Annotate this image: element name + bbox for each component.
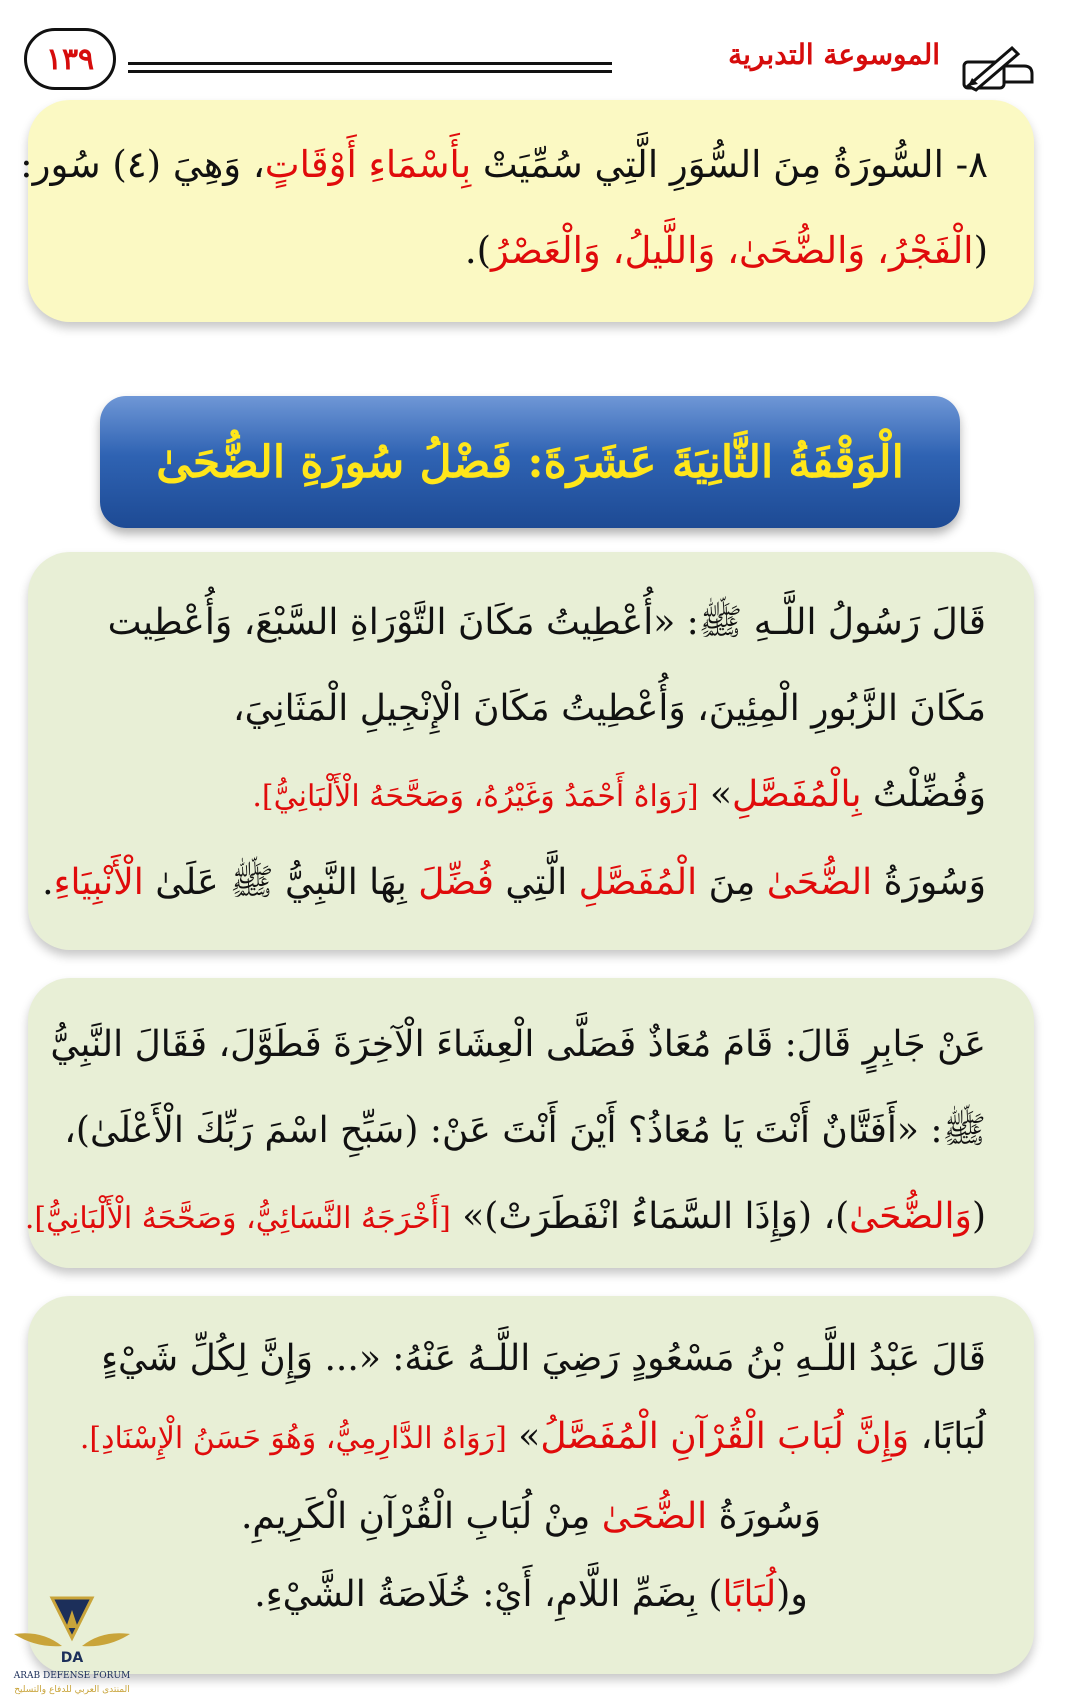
text-line bbox=[76, 1398, 986, 1478]
text-run: لُبَابًا، bbox=[909, 1416, 986, 1457]
hadith-card-mufassal bbox=[28, 552, 1034, 950]
text-run: )، (وَإِذَا السَّمَاءُ انْفَطَرَتْ)» bbox=[450, 1196, 850, 1237]
fact-card-time-surahs bbox=[20, 100, 1034, 322]
highlighted-text: بِالْمُفَصَّلِ bbox=[732, 774, 862, 815]
text-run: ، وَهِيَ (٤) سُور: bbox=[20, 143, 265, 186]
text-run: ( bbox=[973, 229, 988, 272]
text-run: مِنْ لُبَابِ الْقُرْآنِ الْكَرِيمِ. bbox=[240, 1496, 602, 1537]
text-run: قَالَ عَبْدُ اللَّـهِ بْنُ مَسْعُودٍ رَضِيَ اللَّـهُ عَنْهُ: «... وَإِنَّ لِكُلِّ شَيْءٍ bbox=[101, 1338, 986, 1379]
text-run: ) بِضَمِّ اللَّامِ، أَيْ: خُلَاصَةُ الشَّيْءِ. bbox=[254, 1574, 723, 1615]
source-reference: [أَخْرَجَهُ النَّسَائِيُّ، وَصَحَّحَهُ الْأَلْبَانِيُّ]. bbox=[24, 1201, 451, 1236]
card-text bbox=[20, 122, 988, 294]
highlighted-text: وَالضُّحَىٰ bbox=[849, 1196, 972, 1237]
card-text bbox=[42, 580, 986, 926]
text-line bbox=[74, 208, 988, 294]
text-line bbox=[50, 1002, 986, 1088]
header-rule-bottom bbox=[128, 70, 612, 73]
text-run: » bbox=[698, 774, 732, 815]
logo-mark: DA bbox=[60, 1650, 84, 1666]
highlighted-text: وَإِنَّ لُبَابَ الْقُرْآنِ الْمُفَصَّلُ bbox=[540, 1416, 910, 1457]
page-number: ١٣٩ bbox=[45, 41, 95, 77]
text-line bbox=[24, 1174, 986, 1262]
header-title: الموسوعة التدبرية bbox=[728, 38, 940, 71]
text-line bbox=[76, 1556, 986, 1634]
card-text bbox=[24, 1002, 986, 1262]
text-run: وَسُورَةُ bbox=[707, 1496, 822, 1537]
text-run: ﷺ: «أَفَتَّانٌ أَنْتَ يَا مُعَاذُ؟ أَيْنَ أَنْتَ عَنْ: (سَبِّحِ اسْمَ رَبِّكَ الْأَعْلَىٰ)، bbox=[64, 1110, 986, 1151]
text-run: ). bbox=[464, 229, 492, 272]
text-line bbox=[76, 1478, 986, 1556]
text-run: وَفُضِّلْتُ bbox=[861, 774, 986, 815]
highlighted-text: فُضِّلَ bbox=[418, 862, 494, 903]
text-line bbox=[76, 1320, 986, 1398]
forum-logo bbox=[6, 1590, 138, 1698]
highlighted-text: الْفَجْرُ، وَالضُّحَىٰ، وَاللَّيلُ، وَالْعَصْرُ bbox=[491, 229, 974, 272]
card-text bbox=[76, 1320, 986, 1634]
logo-name-ar: المنتدى العربي للدفاع والتسليح bbox=[14, 1685, 130, 1695]
text-run: مِنَ bbox=[697, 862, 767, 903]
text-run: الَّتِي bbox=[493, 862, 579, 903]
highlighted-text: الْأَنْبِيَاءِ bbox=[53, 862, 144, 903]
text-run: وَسُورَةُ bbox=[872, 862, 986, 903]
text-line bbox=[20, 122, 988, 208]
page-number-badge bbox=[24, 28, 116, 90]
header-rule-top bbox=[128, 62, 612, 65]
highlighted-text: لُبَابًا bbox=[722, 1574, 777, 1615]
source-reference: [رَوَاهُ أَحْمَدُ وَغَيْرُهُ، وَصَحَّحَهُ الْأَلْبَانِيُّ]. bbox=[252, 779, 699, 814]
text-line bbox=[76, 752, 986, 840]
hadith-card-muadh bbox=[24, 978, 1034, 1268]
highlighted-text: الْمُفَصَّلِ bbox=[578, 862, 698, 903]
source-reference: [رَوَاهُ الدَّارِمِيُّ، وَهُوَ حَسَنُ الْإِسْنَادِ]. bbox=[79, 1421, 507, 1456]
text-run: بِهَا النَّبِيُّ ﷺ عَلَىٰ bbox=[143, 862, 419, 903]
athar-card-ibn-masud bbox=[28, 1296, 1034, 1674]
section-heading: الْوَقْفَةُ الثَّانِيَةَ عَشَرَةَ: فَضْلُ سُورَةِ الضُّحَىٰ bbox=[100, 396, 960, 528]
text-run: ٨- السُّورَةُ مِنَ السُّوَرِ الَّتِي سُمِّيَتْ bbox=[471, 143, 988, 186]
highlighted-text: بِأَسْمَاءِ أَوْقَاتٍ bbox=[264, 143, 472, 186]
text-line bbox=[64, 1088, 986, 1174]
logo-name-en: ARAB DEFENSE FORUM bbox=[13, 1671, 131, 1681]
text-line bbox=[76, 666, 986, 752]
highlighted-text: الضُّحَىٰ bbox=[601, 1496, 708, 1537]
text-run: عَنْ جَابِرٍ قَالَ: قَامَ مُعَاذٌ فَصَلَّى الْعِشَاءَ الْآخِرَةَ فَطَوَّلَ، فَقَالَ النَّبِيُّ bbox=[50, 1024, 986, 1065]
text-run: قَالَ رَسُولُ اللَّـهِ ﷺ: «أُعْطِيتُ مَكَانَ التَّوْرَاةِ السَّبْعَ، وَأُعْطِيت bbox=[107, 602, 986, 643]
text-run: » bbox=[506, 1416, 541, 1457]
text-run: مَكَانَ الزَّبُورِ الْمِئِينَ، وَأُعْطِيتُ مَكَانَ الْإِنْجِيلِ الْمَثَانِيَ، bbox=[233, 688, 986, 729]
text-run: ( bbox=[971, 1196, 986, 1237]
text-run: و( bbox=[776, 1574, 808, 1615]
highlighted-text: الضُّحَىٰ bbox=[766, 862, 873, 903]
pen-writing-icon bbox=[960, 42, 1040, 94]
text-run: . bbox=[42, 862, 54, 903]
text-line bbox=[42, 840, 986, 926]
text-line bbox=[76, 580, 986, 666]
